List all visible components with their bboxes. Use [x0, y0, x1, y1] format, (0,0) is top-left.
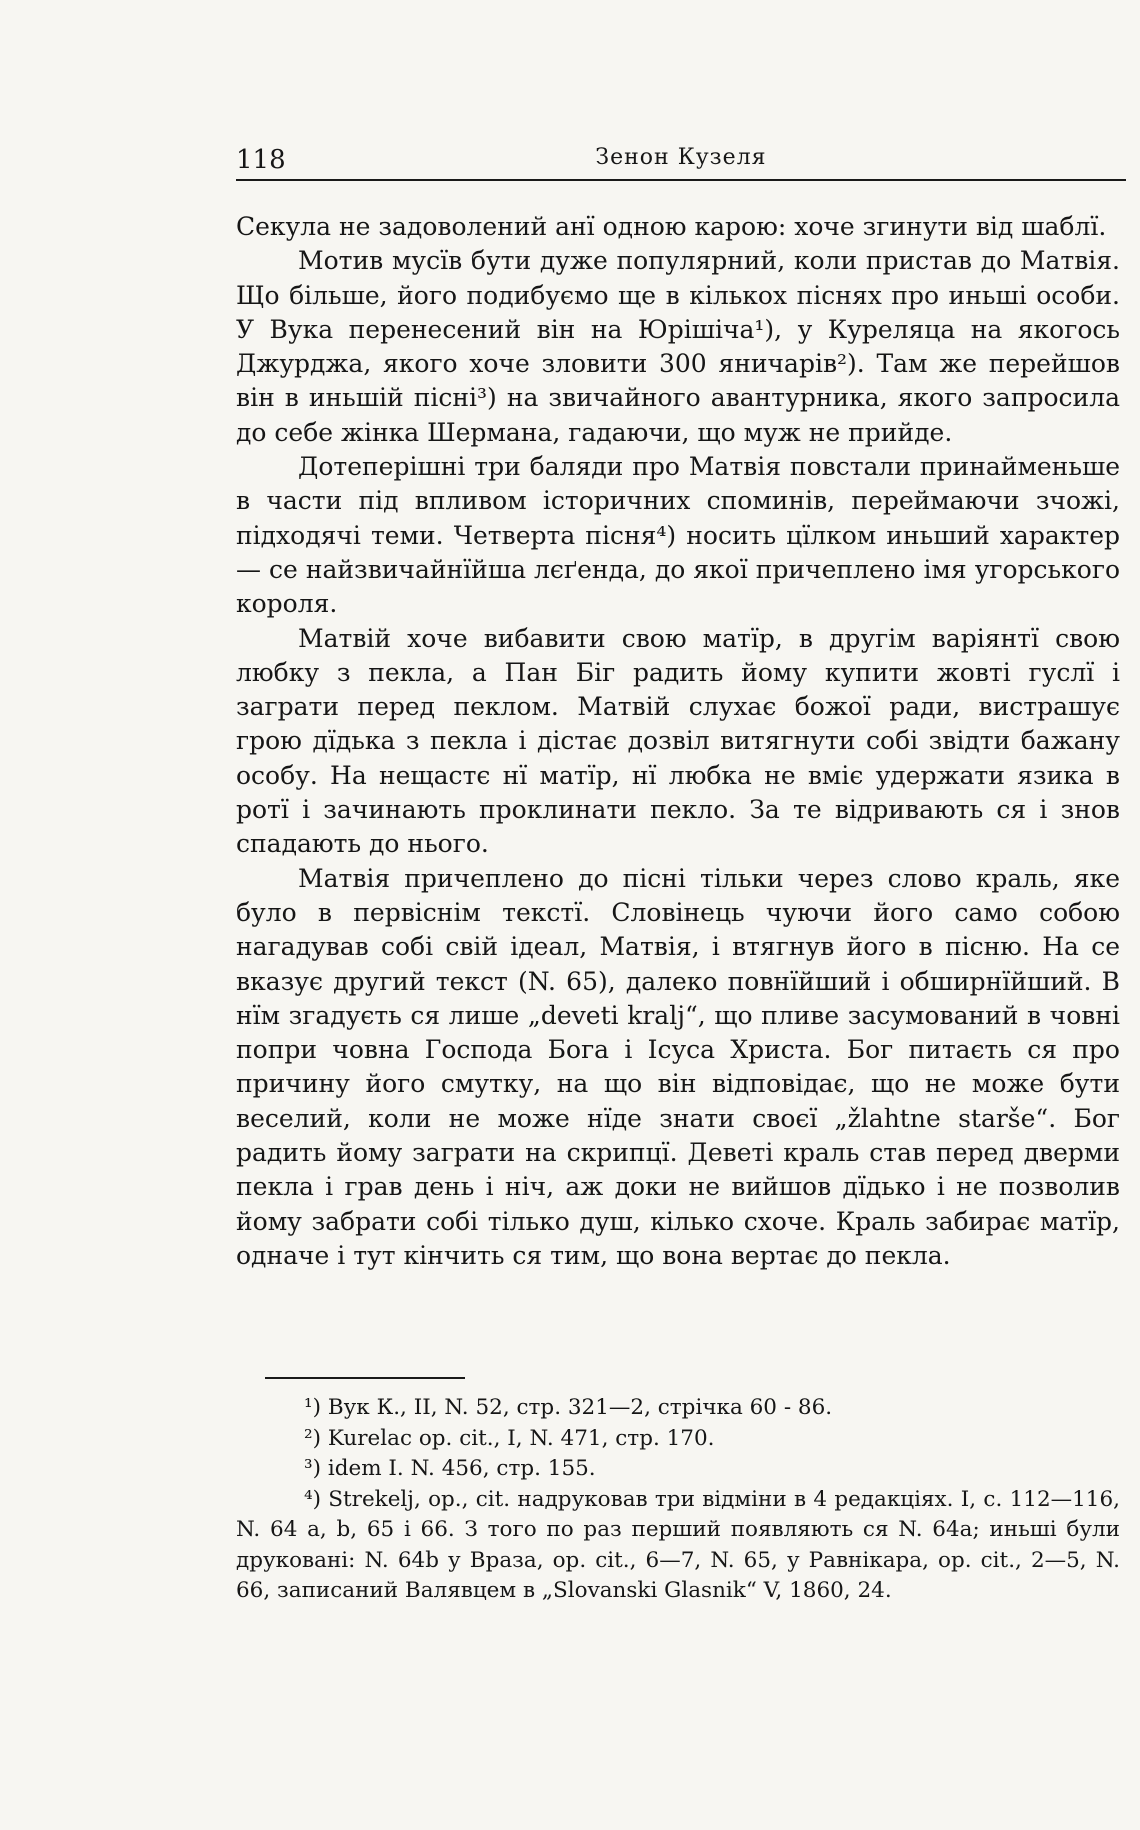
paragraph: Мотив мусїв бути дуже популярний, коли пристав до Матвія. Що більше, його подибуємо ще в кількох піснях про иньші особи. У Вука перенесений він на Юрішіча¹), у Куреляца на якогось Джурджа, якого хоче зловити 300 яничарів²). Там же перейшов він в иньшій пісні³) на звичайного авантурника, якого запросила до себе жінка Шермана, гадаючи, що муж не прийде.	[236, 246, 1120, 447]
footnote: ³) idem I. N. 456, стр. 155.	[304, 1456, 596, 1481]
running-title: Зенон Кузеля	[595, 145, 767, 170]
paragraph: Матвій хоче вибавити свою матїр, в другім варіянтї свою любку з пекла, а Пан Біг радить йому купити жовті гуслї і заграти перед пеклом. Матвій слухає божої ради, вистрашує грою дїдька з пекла і дістає дозвіл витягнути собі звідти бажану особу. На нещастє нї матїр, нї любка не вміє удержати язика в ротї і зачинають проклинати пекло. За те відривають ся і знов спадають до нього.	[236, 623, 1120, 859]
paragraph: Матвія причеплено до пісні тільки через слово краль, яке було в первіснім текстї. Словінець чуючи його само собою нагадував собі свій ідеал, Матвія, і втягнув його в пісню. На се вказує другий текст (N. 65), далеко повнїйший і обширнїйший. В нїм згадуєть ся лише „deveti kralj“, що пливе засумований в човні попри човна Господа Бога і Ісуса Христа. Бог питаєть ся про причину його смутку, на що він відповідає, що не може бути веселий, коли не може нїде знати своєї „žlahtne starše“. Бог радить йому заграти на скрипцї. Деветі краль став перед дверми пекла і грав день і ніч, аж доки не вийшов дїдько і не позволив йому забрати собі тілько душ, кілько схоче. Краль забирає матїр, одначе і тут кінчить ся тим, що вона вертає до пекла.	[236, 863, 1120, 1270]
body-text	[236, 210, 1120, 1273]
page-number: 118	[236, 145, 286, 175]
footnotes	[236, 1393, 1120, 1607]
footnote: ¹) Вук К., II, N. 52, стр. 321—2, стрічка 60 - 86.	[304, 1395, 833, 1420]
footnote: ⁴) Strekelj, op., cit. надруковав три відміни в 4 редакціях. I, с. 112—116, N. 64 a, b, 65 i 66. З того по раз перший появляють ся N. 64a; иньші були друковані: N. 64b у Враза, op. cit., 6—7, N. 65, у Равнікара, op. cit., 2—5, N. 66, записаний Валявцем в „Slovanski Glasnik“ V, 1860, 24.	[236, 1486, 1120, 1603]
paragraph: Секула не задоволений анї одною карою: хоче згинути від шаблї.	[236, 212, 1107, 241]
header-rule	[236, 179, 1126, 181]
footnote: ²) Kurelac op. cit., I, N. 471, стр. 170.	[304, 1425, 715, 1451]
footnote-rule	[265, 1377, 465, 1379]
paragraph: Дотеперішні три баляди про Матвія повстали принайменьше в части під впливом історичних споминів, переймаючи зчожі, підходячі теми. Четверта пісня⁴) носить цїлком иньший характер — се найзвичайнїйша лєґенда, до якої причеплено імя угорського короля.	[236, 452, 1120, 619]
page-header	[236, 145, 1126, 181]
